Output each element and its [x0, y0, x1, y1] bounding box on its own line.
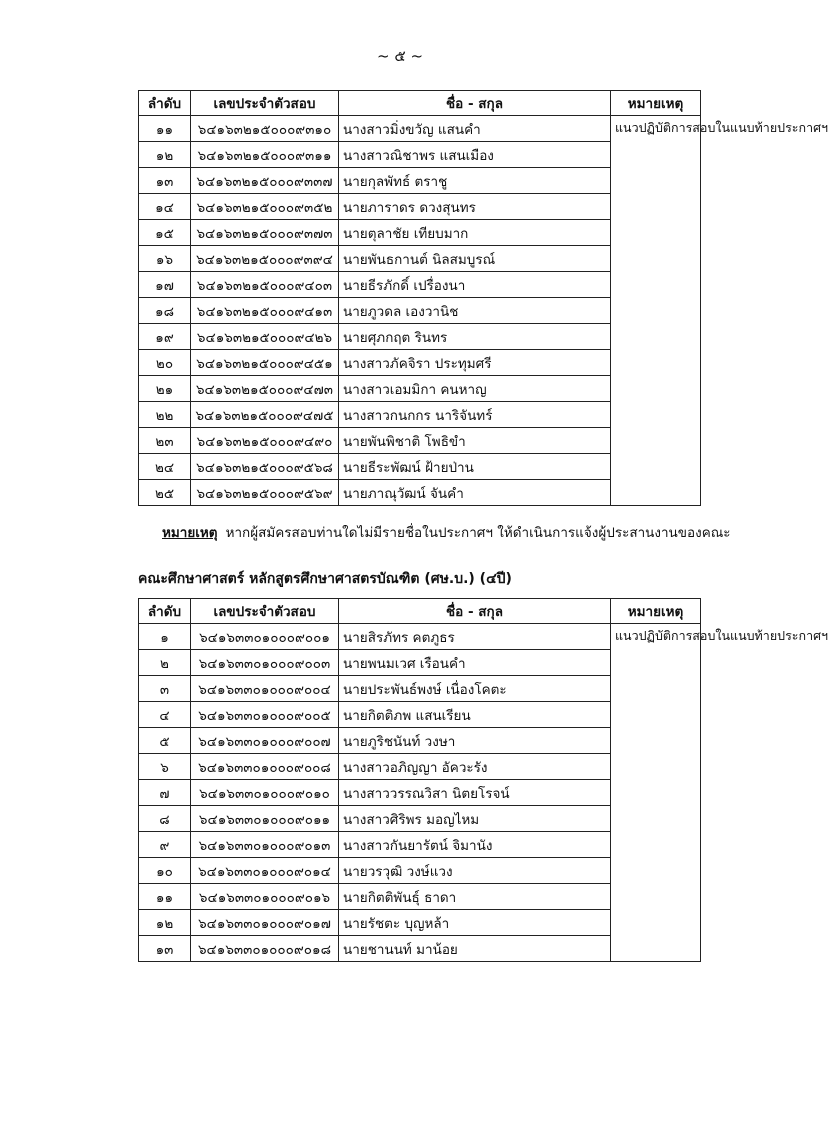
- name-cell: นายกุลพัทธ์ ตราชู: [339, 168, 611, 194]
- exam-id-cell: ๖๔๑๖๓๓๐๑๐๐๐๙๐๑๖: [191, 884, 339, 910]
- order-cell: ๑๘: [139, 298, 191, 324]
- name-cell: นางสาวณิชาพร แสนเมือง: [339, 142, 611, 168]
- exam-id-cell: ๖๔๑๖๓๓๐๑๐๐๐๙๐๑๑: [191, 806, 339, 832]
- remark-cell: แนวปฏิบัติการสอบในแนบท้ายประกาศฯ: [611, 624, 701, 962]
- name-cell: นายชานนท์ มาน้อย: [339, 936, 611, 962]
- exam-id-cell: ๖๔๑๖๓๓๐๑๐๐๐๙๐๐๓: [191, 650, 339, 676]
- exam-id-cell: ๖๔๑๖๓๒๑๕๐๐๐๙๓๙๔: [191, 246, 339, 272]
- table-header-row: [139, 599, 701, 624]
- header-order: ลำดับ: [139, 599, 191, 624]
- name-cell: นายกิตติพันธุ์ ธาดา: [339, 884, 611, 910]
- exam-id-cell: ๖๔๑๖๓๒๑๕๐๐๐๙๓๓๗: [191, 168, 339, 194]
- exam-id-cell: ๖๔๑๖๓๒๑๕๐๐๐๙๓๗๓: [191, 220, 339, 246]
- order-cell: ๑๑: [139, 116, 191, 142]
- order-cell: ๑๐: [139, 858, 191, 884]
- order-cell: ๑๒: [139, 142, 191, 168]
- header-exam-id: เลขประจำตัวสอบ: [191, 91, 339, 116]
- name-cell: นางสาวมิ่งขวัญ แสนคำ: [339, 116, 611, 142]
- exam-id-cell: ๖๔๑๖๓๓๐๑๐๐๐๙๐๑๐: [191, 780, 339, 806]
- exam-id-cell: ๖๔๑๖๓๒๑๕๐๐๐๙๕๖๘: [191, 454, 339, 480]
- exam-id-cell: ๖๔๑๖๓๒๑๕๐๐๐๙๕๖๙: [191, 480, 339, 506]
- name-cell: นางสาวอภิญญา อัควะรัง: [339, 754, 611, 780]
- exam-id-cell: ๖๔๑๖๓๒๑๕๐๐๐๙๔๒๖: [191, 324, 339, 350]
- order-cell: ๑๑: [139, 884, 191, 910]
- table-body: [139, 116, 828, 506]
- header-order: ลำดับ: [139, 91, 191, 116]
- table-row: [139, 624, 701, 650]
- name-cell: นายภาราดร ดวงสุนทร: [339, 194, 611, 220]
- name-cell: นางสาวภัคจิรา ประทุมศรี: [339, 350, 611, 376]
- header-name: ชื่อ - สกุล: [339, 599, 611, 624]
- order-cell: ๑๒: [139, 910, 191, 936]
- order-cell: ๗: [139, 780, 191, 806]
- exam-id-cell: ๖๔๑๖๓๓๐๑๐๐๐๙๐๑๓: [191, 832, 339, 858]
- exam-id-cell: ๖๔๑๖๓๓๐๑๐๐๐๙๐๑๗: [191, 910, 339, 936]
- order-cell: ๒๓: [139, 428, 191, 454]
- order-cell: ๑: [139, 624, 191, 650]
- header-remark: หมายเหตุ: [611, 599, 701, 624]
- exam-id-cell: ๖๔๑๖๓๓๐๑๐๐๐๙๐๑๔: [191, 858, 339, 884]
- order-cell: ๑๖: [139, 246, 191, 272]
- exam-id-cell: ๖๔๑๖๓๒๑๕๐๐๐๙๔๗๕: [191, 402, 339, 428]
- table-row: [139, 116, 701, 142]
- exam-id-cell: ๖๔๑๖๓๒๑๕๐๐๐๙๓๑๑: [191, 142, 339, 168]
- exam-id-cell: ๖๔๑๖๓๓๐๑๐๐๐๙๐๐๗: [191, 728, 339, 754]
- note-text: หากผู้สมัครสอบท่านใดไม่มีรายชื่อในประกาศฯ ให้ดำเนินการแจ้งผู้ประสานงานของคณะ: [225, 525, 731, 541]
- order-cell: ๒๔: [139, 454, 191, 480]
- order-cell: ๔: [139, 702, 191, 728]
- order-cell: ๒๕: [139, 480, 191, 506]
- name-cell: นายวรวุฒิ วงษ์แวง: [339, 858, 611, 884]
- exam-id-cell: ๖๔๑๖๓๒๑๕๐๐๐๙๔๗๓: [191, 376, 339, 402]
- exam-id-cell: ๖๔๑๖๓๒๑๕๐๐๐๙๓๑๐: [191, 116, 339, 142]
- name-cell: นายภูวดล เองวานิช: [339, 298, 611, 324]
- exam-id-cell: ๖๔๑๖๓๓๐๑๐๐๐๙๐๐๑: [191, 624, 339, 650]
- order-cell: ๖: [139, 754, 191, 780]
- order-cell: ๒๐: [139, 350, 191, 376]
- page-number: ~ ๕ ~: [376, 47, 424, 65]
- exam-id-cell: ๖๔๑๖๓๓๐๑๐๐๐๙๐๑๘: [191, 936, 339, 962]
- header-exam-id: เลขประจำตัวสอบ: [191, 599, 339, 624]
- name-cell: นางสาวกันยารัตน์ จิมานัง: [339, 832, 611, 858]
- order-cell: ๘: [139, 806, 191, 832]
- name-cell: นางสาวศิริพร มอญไหม: [339, 806, 611, 832]
- name-cell: นายธีรภักดิ์ เปรื่องนา: [339, 272, 611, 298]
- note-label: หมายเหตุ: [162, 525, 218, 541]
- header-remark: หมายเหตุ: [611, 91, 701, 116]
- order-cell: ๒๒: [139, 402, 191, 428]
- order-cell: ๑๔: [139, 194, 191, 220]
- name-cell: นายภูริชนันท์ วงษา: [339, 728, 611, 754]
- order-cell: ๒: [139, 650, 191, 676]
- order-cell: ๒๑: [139, 376, 191, 402]
- order-cell: ๙: [139, 832, 191, 858]
- name-cell: นายตุลาชัย เทียบมาก: [339, 220, 611, 246]
- name-cell: นางสาววรรณวิสา นิตยโรจน์: [339, 780, 611, 806]
- candidate-table-1: [138, 90, 828, 506]
- order-cell: ๑๓: [139, 936, 191, 962]
- order-cell: ๑๕: [139, 220, 191, 246]
- table-body: [139, 624, 828, 962]
- name-cell: นายภาณุวัฒน์ จันคำ: [339, 480, 611, 506]
- name-cell: นางสาวเอมมิกา คนหาญ: [339, 376, 611, 402]
- header-name: ชื่อ - สกุล: [339, 91, 611, 116]
- section-heading: คณะศึกษาศาสตร์ หลักสูตรศึกษาศาสตรบัณฑิต (ศษ.บ.) (๔ปี): [138, 571, 512, 587]
- name-cell: นายรัชตะ บุญหล้า: [339, 910, 611, 936]
- order-cell: ๑๓: [139, 168, 191, 194]
- order-cell: ๓: [139, 676, 191, 702]
- name-cell: นางสาวกนกกร นาริจันทร์: [339, 402, 611, 428]
- name-cell: นายพันธกานต์ นิลสมบูรณ์: [339, 246, 611, 272]
- exam-id-cell: ๖๔๑๖๓๓๐๑๐๐๐๙๐๐๕: [191, 702, 339, 728]
- name-cell: นายพันพิชาติ โพธิขำ: [339, 428, 611, 454]
- candidate-table-2: [138, 598, 828, 962]
- exam-id-cell: ๖๔๑๖๓๓๐๑๐๐๐๙๐๐๘: [191, 754, 339, 780]
- exam-id-cell: ๖๔๑๖๓๒๑๕๐๐๐๙๓๕๒: [191, 194, 339, 220]
- exam-id-cell: ๖๔๑๖๓๒๑๕๐๐๐๙๔๑๓: [191, 298, 339, 324]
- order-cell: ๑๗: [139, 272, 191, 298]
- name-cell: นายศุภกฤต รินทร: [339, 324, 611, 350]
- remark-cell: แนวปฏิบัติการสอบในแนบท้ายประกาศฯ: [611, 116, 701, 506]
- exam-id-cell: ๖๔๑๖๓๓๐๑๐๐๐๙๐๐๔: [191, 676, 339, 702]
- order-cell: ๕: [139, 728, 191, 754]
- name-cell: นายประพันธ์พงษ์ เนื่องโคตะ: [339, 676, 611, 702]
- name-cell: นายสิรภัทร คตภูธร: [339, 624, 611, 650]
- exam-id-cell: ๖๔๑๖๓๒๑๕๐๐๐๙๔๐๓: [191, 272, 339, 298]
- exam-id-cell: ๖๔๑๖๓๒๑๕๐๐๐๙๔๙๐: [191, 428, 339, 454]
- note: [162, 521, 731, 543]
- name-cell: นายพนมเวศ เรือนคำ: [339, 650, 611, 676]
- exam-id-cell: ๖๔๑๖๓๒๑๕๐๐๐๙๔๕๑: [191, 350, 339, 376]
- name-cell: นายธีระพัฒน์ ฝ้ายป่าน: [339, 454, 611, 480]
- table-header-row: [139, 91, 701, 116]
- order-cell: ๑๙: [139, 324, 191, 350]
- name-cell: นายกิตติภพ แสนเรียน: [339, 702, 611, 728]
